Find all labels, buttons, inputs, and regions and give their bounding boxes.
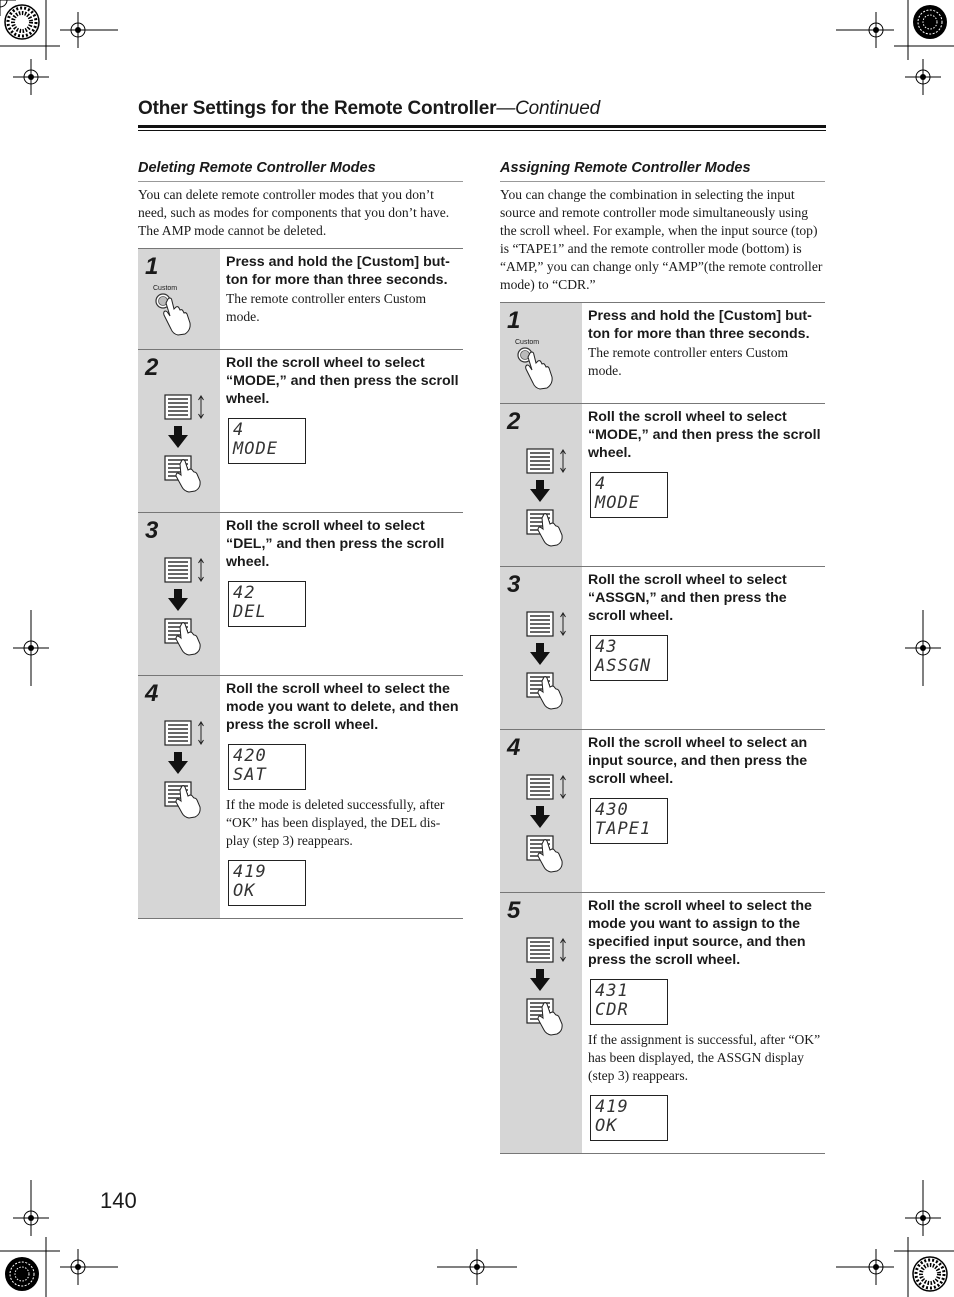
lcd-top-line: 4	[233, 420, 245, 440]
lcd-display	[590, 979, 668, 1025]
lcd-bottom-line: MODE	[595, 493, 640, 513]
step-instruction: Roll the scroll wheel to select “MODE,” and then press the scroll wheel.	[226, 355, 459, 407]
step-5	[500, 893, 825, 1154]
step-number: 3	[145, 517, 159, 544]
step-instruction: Roll the scroll wheel to select the mode you want to delete, and then press the scroll wheel.	[226, 681, 459, 733]
lcd-bottom-line: MODE	[233, 439, 278, 459]
lcd-top-line: 420	[233, 746, 267, 766]
lcd-bottom-line: CDR	[595, 1000, 629, 1020]
section-intro: You can delete remote controller modes that you don’t need, such as modes for components that you don’t have. The AMP mode cannot be deleted.	[138, 187, 450, 238]
scroll-wheel-icon	[164, 720, 212, 825]
lcd-display	[590, 798, 668, 844]
step-number: 1	[145, 253, 159, 280]
lcd-bottom-line: ASSGN	[595, 656, 652, 676]
step-icon-panel	[138, 676, 220, 918]
step-content	[220, 513, 463, 675]
header-rule	[138, 125, 826, 128]
scroll-wheel-icon	[526, 611, 574, 716]
lcd-bottom-line: DEL	[233, 602, 267, 622]
step-3	[500, 567, 825, 730]
scroll-wheel-icon	[164, 557, 212, 662]
lcd-top-line: 419	[595, 1097, 629, 1117]
step-icon-panel	[500, 303, 582, 403]
step-icon-panel	[500, 893, 582, 1153]
step-note: The remote controller enters Custom mode.	[588, 345, 789, 378]
step-list	[500, 302, 825, 1154]
page-number: 140	[100, 1188, 137, 1213]
step-instruction: Roll the scroll wheel to select “ASSGN,” and then press the scroll wheel.	[588, 572, 787, 624]
custom-button-press-icon	[514, 339, 568, 400]
section-intro: You can change the combination in selecting the input source and remote controller mode simultaneously using the scroll wheel. For example, when the input source (top) is “TAPE1” and the remote controller mode (bottom) is “AMP,” you can change only “AMP”(the remote controller mode) to “CDR.”	[500, 187, 823, 292]
page-title: Other Settings for the Remote Controller—Continued	[138, 98, 600, 119]
step-list	[138, 248, 463, 919]
custom-button-label: Custom	[515, 339, 540, 346]
step-3	[138, 513, 463, 676]
step-instruction: Roll the scroll wheel to select “MODE,” and then press the scroll wheel.	[588, 409, 821, 461]
step-instruction: Press and hold the [Custom] but-ton for more than three seconds.	[588, 308, 812, 342]
step-icon-panel	[138, 249, 220, 349]
lcd-display	[228, 744, 306, 790]
custom-button-press-icon	[152, 285, 206, 346]
section-assigning-modes	[500, 160, 825, 1154]
lcd-display	[590, 1095, 668, 1141]
section-title: Deleting Remote Controller Modes	[138, 160, 463, 182]
step-instruction: Roll the scroll wheel to select “DEL,” and then press the scroll wheel.	[226, 518, 445, 570]
step-content	[582, 567, 825, 729]
lcd-bottom-line: OK	[233, 881, 256, 901]
step-icon-panel	[500, 404, 582, 566]
step-instruction: Roll the scroll wheel to select the mode you want to assign to the specified input source, and then press the scroll wheel.	[588, 898, 812, 968]
step-2	[500, 404, 825, 567]
step-2	[138, 350, 463, 513]
section-deleting-modes	[138, 160, 463, 919]
scroll-wheel-icon	[526, 448, 574, 553]
step-4	[138, 676, 463, 919]
step-number: 5	[507, 897, 521, 924]
scroll-wheel-icon	[164, 394, 212, 499]
step-content	[582, 893, 825, 1153]
step-1	[500, 303, 825, 404]
page-header	[138, 98, 826, 120]
lcd-bottom-line: SAT	[233, 765, 267, 785]
lcd-top-line: 4	[595, 474, 607, 494]
lcd-top-line: 430	[595, 800, 629, 820]
step-content	[220, 249, 463, 349]
step-number: 3	[507, 571, 521, 598]
lcd-display	[590, 635, 668, 681]
step-instruction: Roll the scroll wheel to select an input source, and then press the scroll wheel.	[588, 735, 808, 787]
header-rule-thin	[138, 130, 826, 131]
lcd-top-line: 431	[595, 981, 629, 1001]
step-note: The remote controller enters Custom mode.	[226, 291, 427, 324]
step-content	[582, 404, 825, 566]
lcd-display	[228, 581, 306, 627]
lcd-top-line: 43	[595, 637, 618, 657]
continued-label: —Continued	[496, 98, 600, 119]
lcd-top-line: 42	[233, 583, 256, 603]
step-number: 1	[507, 307, 521, 334]
step-content	[582, 303, 825, 403]
lcd-display	[228, 418, 306, 464]
lcd-display	[228, 860, 306, 906]
scroll-wheel-icon	[526, 774, 574, 879]
step-icon-panel	[138, 350, 220, 512]
step-note: If the assignment is successful, after “OK” has been displayed, the ASSGN display (step 3) reappears.	[588, 1032, 821, 1083]
step-icon-panel	[500, 567, 582, 729]
scroll-wheel-icon	[526, 937, 574, 1042]
step-content	[220, 350, 463, 512]
step-content	[582, 730, 825, 892]
lcd-bottom-line: OK	[595, 1116, 618, 1136]
custom-button-label: Custom	[153, 285, 178, 292]
section-title: Assigning Remote Controller Modes	[500, 160, 825, 182]
step-number: 2	[145, 354, 159, 381]
step-note: If the mode is deleted successfully, after “OK” has been displayed, the DEL dis-play (step 3) reappears.	[226, 797, 445, 848]
step-number: 4	[507, 734, 521, 761]
step-number: 2	[507, 408, 521, 435]
lcd-bottom-line: TAPE1	[595, 819, 652, 839]
lcd-display	[590, 472, 668, 518]
step-1	[138, 249, 463, 350]
lcd-top-line: 419	[233, 862, 267, 882]
step-instruction: Press and hold the [Custom] but-ton for more than three seconds.	[226, 254, 450, 288]
step-icon-panel	[138, 513, 220, 675]
step-icon-panel	[500, 730, 582, 892]
step-4	[500, 730, 825, 893]
step-number: 4	[145, 680, 159, 707]
step-content	[220, 676, 463, 918]
